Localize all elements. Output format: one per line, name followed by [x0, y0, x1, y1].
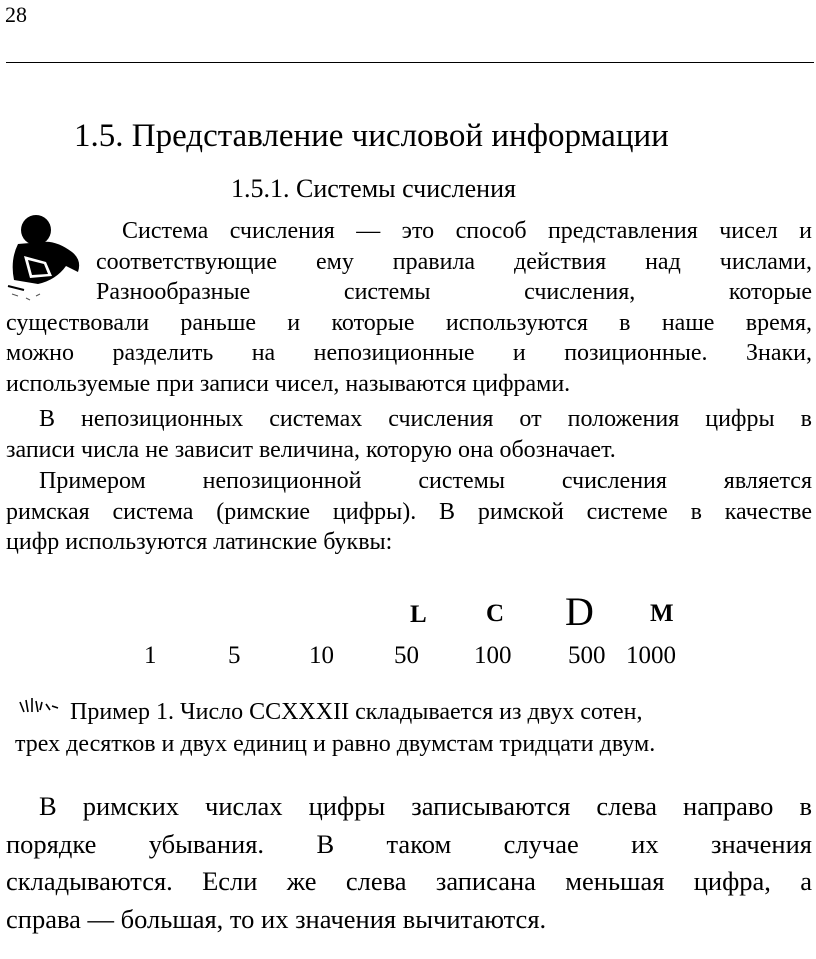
header-rule: [6, 62, 814, 63]
intro-line: можно разделить на непозиционные и позиционные. Знаки,: [6, 340, 812, 366]
roman-value: 10: [309, 642, 334, 669]
roman-value: 100: [474, 642, 512, 669]
intro-line: Разнообразные системы счисления, которые: [96, 279, 812, 305]
subsection-title: 1.5.1. Системы счисления: [231, 174, 516, 203]
rule-line: В римских числах цифры записываются слева направо в: [39, 791, 812, 821]
section-title: 1.5. Представление числовой информации: [74, 118, 669, 154]
roman-letter-d: D: [565, 589, 594, 634]
hand-sketch-icon: [18, 696, 66, 718]
roman-system-line: римская система (римские цифры). В римской системе в качестве: [6, 498, 812, 525]
nonpositional-paragraph: [6, 404, 812, 465]
roman-value: 5: [228, 642, 241, 669]
roman-letter-m: M: [650, 600, 674, 627]
roman-value: 1000: [626, 642, 676, 669]
intro-line: Система счисления — это способ представления чисел и: [122, 218, 812, 244]
roman-letter-c: C: [486, 600, 505, 627]
rule-line: складываются. Если же слева записана меньшая цифра, а: [6, 866, 812, 896]
roman-value: 1: [144, 642, 157, 669]
roman-system-line: цифр используются латинские буквы:: [6, 529, 393, 555]
page-number: 28: [5, 2, 27, 27]
roman-system-paragraph: [6, 466, 812, 558]
nonpositional-line: В непозиционных системах счисления от положения цифры в: [39, 406, 812, 432]
rule-line: справа — большая, то их значения вычитаются.: [6, 903, 547, 934]
intro-line: соответствующие ему правила действия над числами,: [96, 248, 812, 275]
roman-value: 500: [568, 642, 606, 669]
roman-system-line: Примером непозиционной системы счисления является: [39, 468, 812, 494]
intro-line: используемые при записи чисел, называются цифрами.: [6, 370, 571, 397]
example-line: трех десятков и двух единиц и равно двумстам тридцати двум.: [15, 731, 656, 757]
nonpositional-line: записи числа не зависит величина, которую она обозначает.: [6, 436, 616, 463]
example-line: Пример 1. Число CCXXXII складывается из двух сотен,: [70, 699, 643, 725]
rule-line: порядке убывания. В таком случае их значения: [6, 828, 812, 859]
roman-value: 50: [394, 642, 419, 669]
rule-paragraph: [6, 788, 812, 938]
intro-line: существовали раньше и которые используются в наше время,: [6, 309, 812, 336]
intro-paragraph: [6, 216, 812, 399]
roman-letter-l: L: [410, 601, 427, 628]
